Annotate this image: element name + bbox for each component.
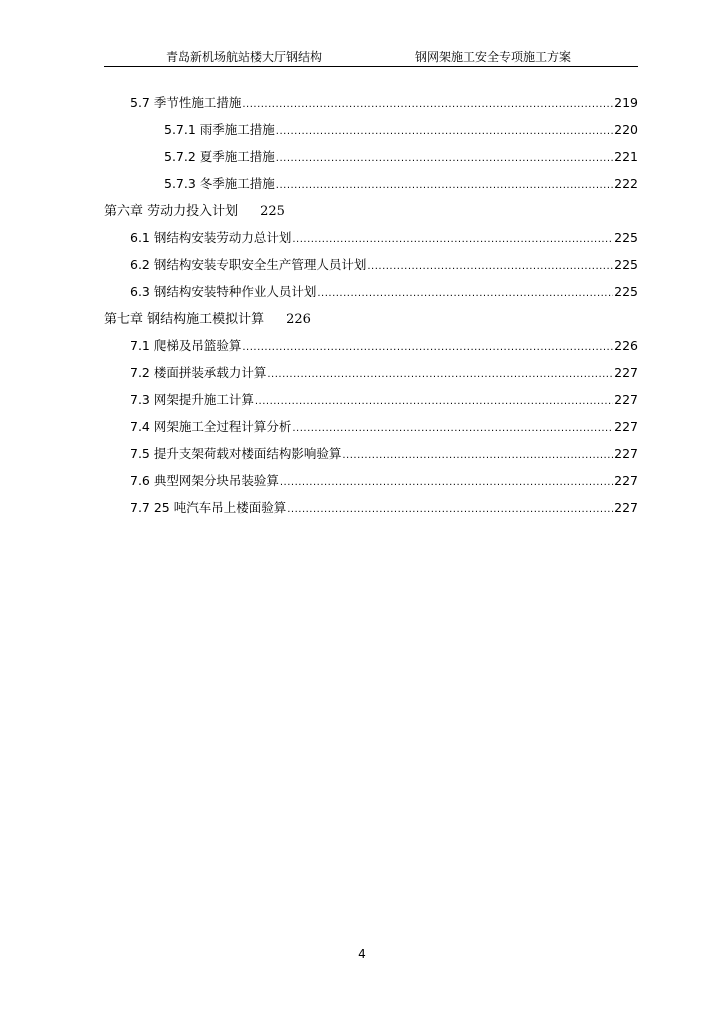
toc-leader-dots [280, 475, 613, 491]
toc-leader-dots [287, 502, 613, 518]
header-project-title: 青岛新机场航站楼大厅钢结构 [166, 50, 323, 64]
toc-entry[interactable] [130, 473, 638, 489]
toc-entry-page: 227 [614, 392, 638, 407]
toc-leader-dots [242, 340, 613, 356]
toc-entry[interactable] [130, 230, 638, 246]
toc-entry-page: 220 [614, 122, 638, 137]
toc-chapter-page: 225 [260, 204, 285, 219]
toc-entry-label: 5.7.3 冬季施工措施 [164, 176, 275, 191]
toc-leader-dots [267, 367, 613, 383]
toc-entry-label: 6.1 钢结构安装劳动力总计划 [130, 230, 292, 245]
toc-entry-label: 5.7.2 夏季施工措施 [164, 149, 275, 164]
toc-entry-page: 225 [614, 284, 638, 299]
toc-entry-label: 7.1 爬梯及吊篮验算 [130, 338, 242, 353]
toc-entry-label: 7.4 网架施工全过程计算分析 [130, 419, 292, 434]
toc-entry-page: 221 [614, 149, 638, 164]
toc-entry-label: 6.2 钢结构安装专职安全生产管理人员计划 [130, 257, 367, 272]
toc-entry[interactable] [130, 257, 638, 273]
toc-entry-page: 225 [614, 257, 638, 272]
toc-entry-label: 7.3 网架提升施工计算 [130, 392, 254, 407]
page-number: 4 [358, 947, 366, 961]
toc-entry-label: 7.7 25 吨汽车吊上楼面验算 [130, 500, 287, 515]
toc-entry[interactable] [130, 446, 638, 462]
toc-entry-page: 222 [614, 176, 638, 191]
toc-entry-label: 7.5 提升支架荷载对楼面结构影响验算 [130, 446, 342, 461]
toc-entry-page: 227 [614, 446, 638, 461]
toc-entry[interactable] [164, 149, 638, 165]
toc-leader-dots [317, 286, 613, 302]
toc-entry-page: 227 [614, 500, 638, 515]
toc-leader-dots [292, 421, 613, 437]
toc-chapter-page: 226 [286, 312, 311, 327]
page-header [104, 50, 638, 67]
toc-leader-dots [342, 448, 613, 464]
toc-leader-dots [276, 124, 613, 140]
toc-leader-dots [242, 97, 613, 113]
toc-entry-label: 7.6 典型网架分块吊装验算 [130, 473, 279, 488]
toc-entry-page: 219 [614, 95, 638, 110]
toc-entry[interactable] [130, 95, 638, 111]
toc-leader-dots [276, 178, 613, 194]
toc-entry-label: 5.7.1 雨季施工措施 [164, 122, 275, 137]
toc-entry-page: 227 [614, 419, 638, 434]
toc-entry[interactable] [164, 122, 638, 138]
toc-entry-page: 226 [614, 338, 638, 353]
toc-entry-label: 7.2 楼面拼装承载力计算 [130, 365, 267, 380]
toc-leader-dots [292, 232, 613, 248]
toc-entry[interactable] [130, 365, 638, 381]
toc-leader-dots [255, 394, 613, 410]
toc-entry-label: 5.7 季节性施工措施 [130, 95, 242, 110]
header-document-title: 钢网架施工安全专项施工方案 [415, 50, 572, 64]
toc-chapter-label: 第七章 钢结构施工模拟计算 [104, 312, 265, 327]
toc-entry[interactable] [164, 176, 638, 192]
toc-entry[interactable] [130, 392, 638, 408]
toc-leader-dots [367, 259, 613, 275]
toc-chapter-label: 第六章 劳动力投入计划 [104, 204, 239, 219]
toc-entry-label: 6.3 钢结构安装特种作业人员计划 [130, 284, 317, 299]
toc-leader-dots [276, 151, 613, 167]
toc-entry[interactable] [130, 338, 638, 354]
toc-chapter-entry[interactable] [104, 204, 285, 220]
toc-entry-page: 225 [614, 230, 638, 245]
toc-entry-page: 227 [614, 365, 638, 380]
toc-entry-page: 227 [614, 473, 638, 488]
toc-chapter-entry[interactable] [104, 312, 311, 328]
toc-entry[interactable] [130, 284, 638, 300]
toc-entry[interactable] [130, 500, 638, 516]
toc-entry[interactable] [130, 419, 638, 435]
